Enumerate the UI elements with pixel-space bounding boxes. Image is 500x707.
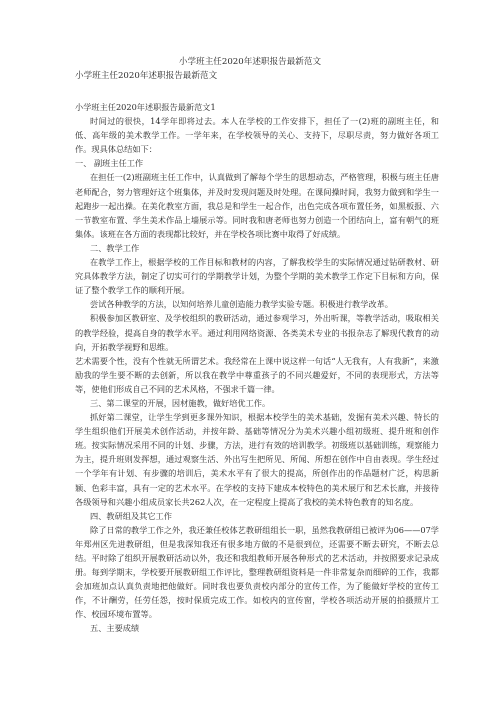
section-title: 三、第二课堂的开展，因材施教，做好培优工作。	[90, 397, 271, 408]
paragraph: 除了日常的教学工作之外，我还兼任校体艺教研组组长一职，虽然我教研组已被评为06——07学年郑州区先进教研组，但是我深知我还有很多地方做的不是很到位，还需要不断去研究，不断去总结。平时除了组织开展教研活动以外，我还和我组教师开展各种形式的艺术活动，并按照要求记录成册。每到学期末，学校要开展教研组工作评比，整理教研组资料是一件非常复杂而细碎的工作，我都会加班加点认真负责地把他做好。同时我也要负责校内部分的宣传工作，为了能做好学校的宣传工作，不计酬劳，任劳任怨，按时保质完成工作。如校内的宣传窗，学校各项活动开展的拍摄照片工作、校园环境布置等。	[75, 524, 439, 620]
document-subtitle: 小学班主任2020年述职报告最新范文	[75, 71, 218, 81]
section-title: 五、主要成绩	[90, 623, 140, 634]
paragraph: 尝试各种教学的方法，以知何培养儿童创造能力教学实验专题。积极进行教学改革。	[90, 299, 393, 310]
paragraph: 艺术需要个性，没有个性就无所谓艺术。我经常在上课中说这样一句话“人无我有，人有我新”，来激励我的学生要不断的去创新，所以我在教学中尊重孩子的不同兴趣爱好，不同的表现形式，方法等等，使他们形成自己不同的艺术风格，不强求千篇一律。	[75, 355, 439, 394]
paragraph: 抓好第二课堂，让学生学到更多课外知识，根据本校学生的美术基础，发掘有美术兴趣、特长的学生组织他们开展美术创作活动，并按年龄、基础等情况分为美术兴趣小组初级班、提升班和创作班。按实际情况采用不同的计划、步骤，方法，进行有效的培训教学。初级班以基础训练，观察能力为主，提升班则发挥想，通过观察生活、外出写生把所见、所闻、所想在创作中自由表现。学生经过一个学年有计划、有步骤的培训后，美术水平有了很大的提高，所创作出的作品题材广泛，构思新颖、色彩丰富，具有一定的艺术水平。在学校的支持下建成本校特色的美术展厅和艺术长廊，并接待各级领导和兴趣小组成员家长共262人次，在一定程度上提高了我校的美术特色教育的知名度。	[75, 412, 439, 507]
document-title: 小学班主任2020年述职报告最新范文	[178, 57, 322, 67]
paragraph: 积极参加区教研室、及学校组织的教研活动，通过参观学习，外出听课，等教学活动，吸取相关的教学经验，提高自身的教学水平。通过利用网络资源、各类美术专业的书报杂志了解现代教育的动向，开拓教学视野和思维。	[75, 313, 439, 352]
document-body	[75, 100, 439, 636]
section-heading: 小学班主任2020年述职报告最新范文1	[75, 102, 216, 112]
paragraph: 在担任一(2)班副班主任工作中，认真做到了解每个学生的思想动态，严格管理，积极与班主任唐老师配合，努力管理好这个班集体，并及时发现问题及时处理。在课间操时间，我努力做到和学生一起跑步一起出操。在美化教室方面，我总是和学生一起合作，出色完成各项布置任务，如黑板报、六一节教室布置、学生美术作品上墙展示等。同时我和唐老师也努力创造一个团结向上，富有朝气的班集体。该班在各方面的表现都比较好，并在学校各项比赛中取得了好成绩。	[75, 172, 439, 239]
paragraph: 时间过的很快，14学年即将过去。本人在学校的工作安排下，担任了一(2)班的副班主任，和低、高年级的美术教学工作。一学年来，在学校领导的关心、支持下，尽职尽责，努力做好各项工作。现具体总结如下：	[75, 116, 439, 155]
section-title: 二、教学工作	[90, 242, 140, 253]
paragraph: 在教学工作上，根据学校的工作目标和教材的内容，了解我校学生的实际情况通过钻研教材、研究具体教学方法，制定了切实可行的学期教学计划，为整个学期的美术教学工作定下目标和方向，保证了整个教学工作的顺利开展。	[75, 257, 439, 296]
section-title: 四、教研组及其它工作	[90, 510, 172, 521]
section-title: 一、 副班主任工作	[75, 158, 144, 169]
